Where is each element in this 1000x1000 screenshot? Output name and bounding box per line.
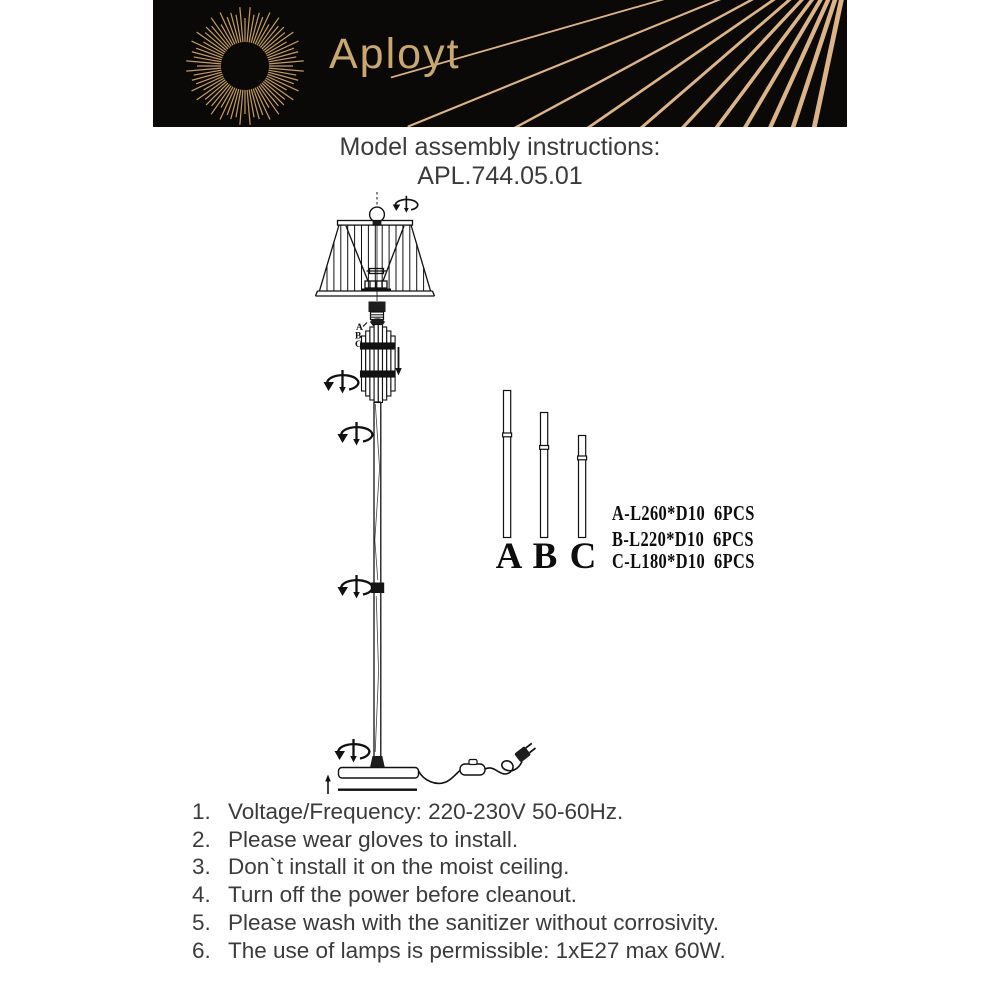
page-title: Model assembly instructions: bbox=[339, 133, 661, 161]
rotation-arrow-icon bbox=[335, 739, 370, 763]
part-spec-c: C-L180*D10 6PCS bbox=[612, 549, 755, 573]
rotation-arrow-icon bbox=[393, 196, 418, 213]
down-arrow-icon bbox=[395, 347, 401, 376]
power-switch bbox=[460, 764, 485, 775]
brand-logo-text: Aployt bbox=[329, 30, 461, 78]
part-tube-a bbox=[503, 391, 512, 538]
part-spec-b: B-L220*D10 6PCS bbox=[612, 527, 754, 551]
item-number: 5. bbox=[192, 909, 211, 935]
item-text: Voltage/Frequency: 220-230V 50-60Hz. bbox=[228, 799, 624, 824]
rotation-arrow-icon bbox=[338, 422, 373, 446]
item-number: 2. bbox=[192, 826, 211, 852]
rotation-arrow-icon bbox=[324, 370, 359, 394]
item-number: 1. bbox=[192, 799, 211, 824]
part-spec-a: A-L260*D10 6PCS bbox=[612, 501, 755, 525]
part-tube-b bbox=[540, 413, 549, 538]
lampshade bbox=[316, 221, 435, 302]
list-item bbox=[192, 881, 852, 909]
instruction-list bbox=[192, 798, 852, 964]
list-item bbox=[192, 937, 852, 965]
item-text: Please wash with the sanitizer without corrosivity. bbox=[228, 909, 720, 935]
power-cord bbox=[419, 741, 538, 783]
item-number: 4. bbox=[192, 882, 211, 908]
part-label-c: C bbox=[569, 536, 597, 577]
lamp-base bbox=[338, 768, 419, 791]
item-number: 3. bbox=[192, 854, 211, 880]
list-item bbox=[192, 853, 852, 881]
list-item bbox=[192, 826, 852, 854]
up-arrow-icon bbox=[325, 775, 331, 795]
part-label-b: B bbox=[532, 536, 558, 577]
rotation-arrow-icon bbox=[338, 575, 373, 599]
part-tubes bbox=[503, 391, 587, 538]
item-text: The use of lamps is permissible: 1xE27 max 60W. bbox=[228, 937, 726, 963]
tube-cluster bbox=[361, 325, 396, 403]
inline-label-b: B bbox=[355, 331, 362, 342]
item-text: Turn off the power before cleanout. bbox=[228, 882, 577, 908]
inline-label-a: A bbox=[356, 323, 363, 333]
list-item bbox=[192, 909, 852, 937]
power-plug bbox=[514, 741, 537, 762]
part-label-a: A bbox=[495, 536, 523, 577]
part-tube-c bbox=[578, 436, 587, 538]
lamp-socket bbox=[369, 302, 386, 327]
model-number: APL.744.05.01 bbox=[417, 162, 583, 190]
item-text: Please wear gloves to install. bbox=[228, 826, 519, 852]
list-item bbox=[192, 798, 852, 826]
item-number: 6. bbox=[192, 937, 211, 963]
inline-label-c: C bbox=[355, 340, 362, 350]
item-text: Don`t install it on the moist ceiling. bbox=[228, 854, 570, 880]
